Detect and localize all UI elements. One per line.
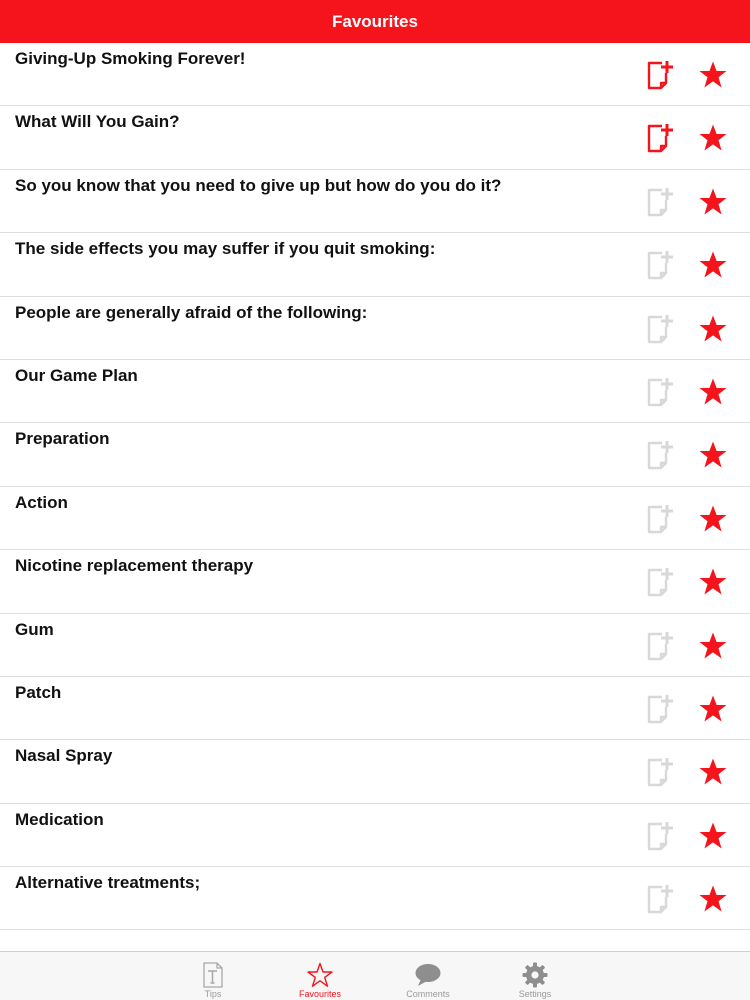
add-note-icon <box>644 630 676 662</box>
navigation-bar <box>0 0 750 43</box>
tips-icon <box>202 962 224 988</box>
star-icon <box>698 314 728 344</box>
add-note-icon <box>644 820 676 852</box>
star-icon <box>698 694 728 724</box>
favourite-star-button[interactable] <box>693 246 733 284</box>
list-item[interactable] <box>0 804 750 867</box>
add-note-icon <box>644 503 676 535</box>
list-item-title: Preparation <box>15 429 110 449</box>
list-item-title: The side effects you may suffer if you quit smoking: <box>15 239 436 259</box>
favourite-star-button[interactable] <box>693 627 733 665</box>
star-icon <box>698 567 728 597</box>
list-item[interactable] <box>0 297 750 360</box>
tab-settings[interactable] <box>490 952 580 1000</box>
add-note-button[interactable] <box>640 373 680 411</box>
list-item[interactable] <box>0 360 750 423</box>
list-item[interactable] <box>0 867 750 930</box>
star-icon <box>698 250 728 280</box>
add-note-button[interactable] <box>640 563 680 601</box>
star-icon <box>698 821 728 851</box>
list-item[interactable] <box>0 550 750 613</box>
add-note-icon <box>644 313 676 345</box>
speech-bubble-icon <box>414 962 442 988</box>
list-item-title: So you know that you need to give up but how do you do it? <box>15 175 502 195</box>
list-item-title: People are generally afraid of the following: <box>15 302 368 322</box>
tab-favourites[interactable] <box>275 952 365 1000</box>
tab-comments[interactable] <box>383 952 473 1000</box>
favourite-star-button[interactable] <box>693 563 733 601</box>
list-item-title: Alternative treatments; <box>15 873 201 893</box>
star-icon <box>698 60 728 90</box>
list-item[interactable] <box>0 233 750 296</box>
favourite-star-button[interactable] <box>693 817 733 855</box>
add-note-button[interactable] <box>640 690 680 728</box>
favourite-star-button[interactable] <box>693 880 733 918</box>
add-note-icon <box>644 756 676 788</box>
star-icon <box>698 123 728 153</box>
star-icon <box>698 187 728 217</box>
favourite-star-button[interactable] <box>693 56 733 94</box>
star-icon <box>698 631 728 661</box>
add-note-button[interactable] <box>640 753 680 791</box>
add-note-icon <box>644 122 676 154</box>
list-item[interactable] <box>0 43 750 106</box>
list-item[interactable] <box>0 423 750 486</box>
star-icon <box>698 757 728 787</box>
favourite-star-button[interactable] <box>693 119 733 157</box>
list-item-title: Nasal Spray <box>15 746 113 766</box>
add-note-button[interactable] <box>640 183 680 221</box>
page-title: Favourites <box>332 11 418 31</box>
star-icon <box>698 504 728 534</box>
list-item[interactable] <box>0 106 750 169</box>
favourite-star-button[interactable] <box>693 436 733 474</box>
add-note-icon <box>644 883 676 915</box>
add-note-icon <box>644 186 676 218</box>
star-icon <box>698 884 728 914</box>
star-outline-icon <box>307 962 333 988</box>
tab-tips[interactable] <box>168 952 258 1000</box>
favourite-star-button[interactable] <box>693 373 733 411</box>
tab-label-tips: Tips <box>204 989 222 999</box>
favourite-star-button[interactable] <box>693 310 733 348</box>
tab-label-settings: Settings <box>518 989 552 999</box>
list-item-title: Gum <box>15 619 54 639</box>
list-item-title: Patch <box>15 682 62 702</box>
add-note-icon <box>644 59 676 91</box>
list-item[interactable] <box>0 487 750 550</box>
add-note-button[interactable] <box>640 56 680 94</box>
star-icon <box>698 440 728 470</box>
tab-bar <box>0 951 750 1000</box>
tab-label-comments: Comments <box>406 989 450 999</box>
favourite-star-button[interactable] <box>693 690 733 728</box>
list-item-title: What Will You Gain? <box>15 112 180 132</box>
favourite-star-button[interactable] <box>693 183 733 221</box>
add-note-icon <box>644 439 676 471</box>
add-note-button[interactable] <box>640 817 680 855</box>
list-item-title: Medication <box>15 809 104 829</box>
add-note-icon <box>644 249 676 281</box>
add-note-button[interactable] <box>640 500 680 538</box>
add-note-icon <box>644 693 676 725</box>
add-note-button[interactable] <box>640 436 680 474</box>
list-item[interactable] <box>0 740 750 803</box>
favourite-star-button[interactable] <box>693 500 733 538</box>
add-note-icon <box>644 566 676 598</box>
add-note-button[interactable] <box>640 246 680 284</box>
add-note-button[interactable] <box>640 119 680 157</box>
add-note-icon <box>644 376 676 408</box>
star-icon <box>698 377 728 407</box>
favourites-list <box>0 43 750 930</box>
list-item-title: Giving-Up Smoking Forever! <box>15 49 246 68</box>
favourite-star-button[interactable] <box>693 753 733 791</box>
list-item-title: Our Game Plan <box>15 365 138 385</box>
add-note-button[interactable] <box>640 310 680 348</box>
list-item[interactable] <box>0 677 750 740</box>
tab-label-favourites: Favourites <box>298 989 342 999</box>
add-note-button[interactable] <box>640 627 680 665</box>
add-note-button[interactable] <box>640 880 680 918</box>
list-item[interactable] <box>0 614 750 677</box>
list-item-title: Action <box>15 492 68 512</box>
list-item-title: Nicotine replacement therapy <box>15 556 254 576</box>
list-item[interactable] <box>0 170 750 233</box>
gear-icon <box>522 962 548 988</box>
